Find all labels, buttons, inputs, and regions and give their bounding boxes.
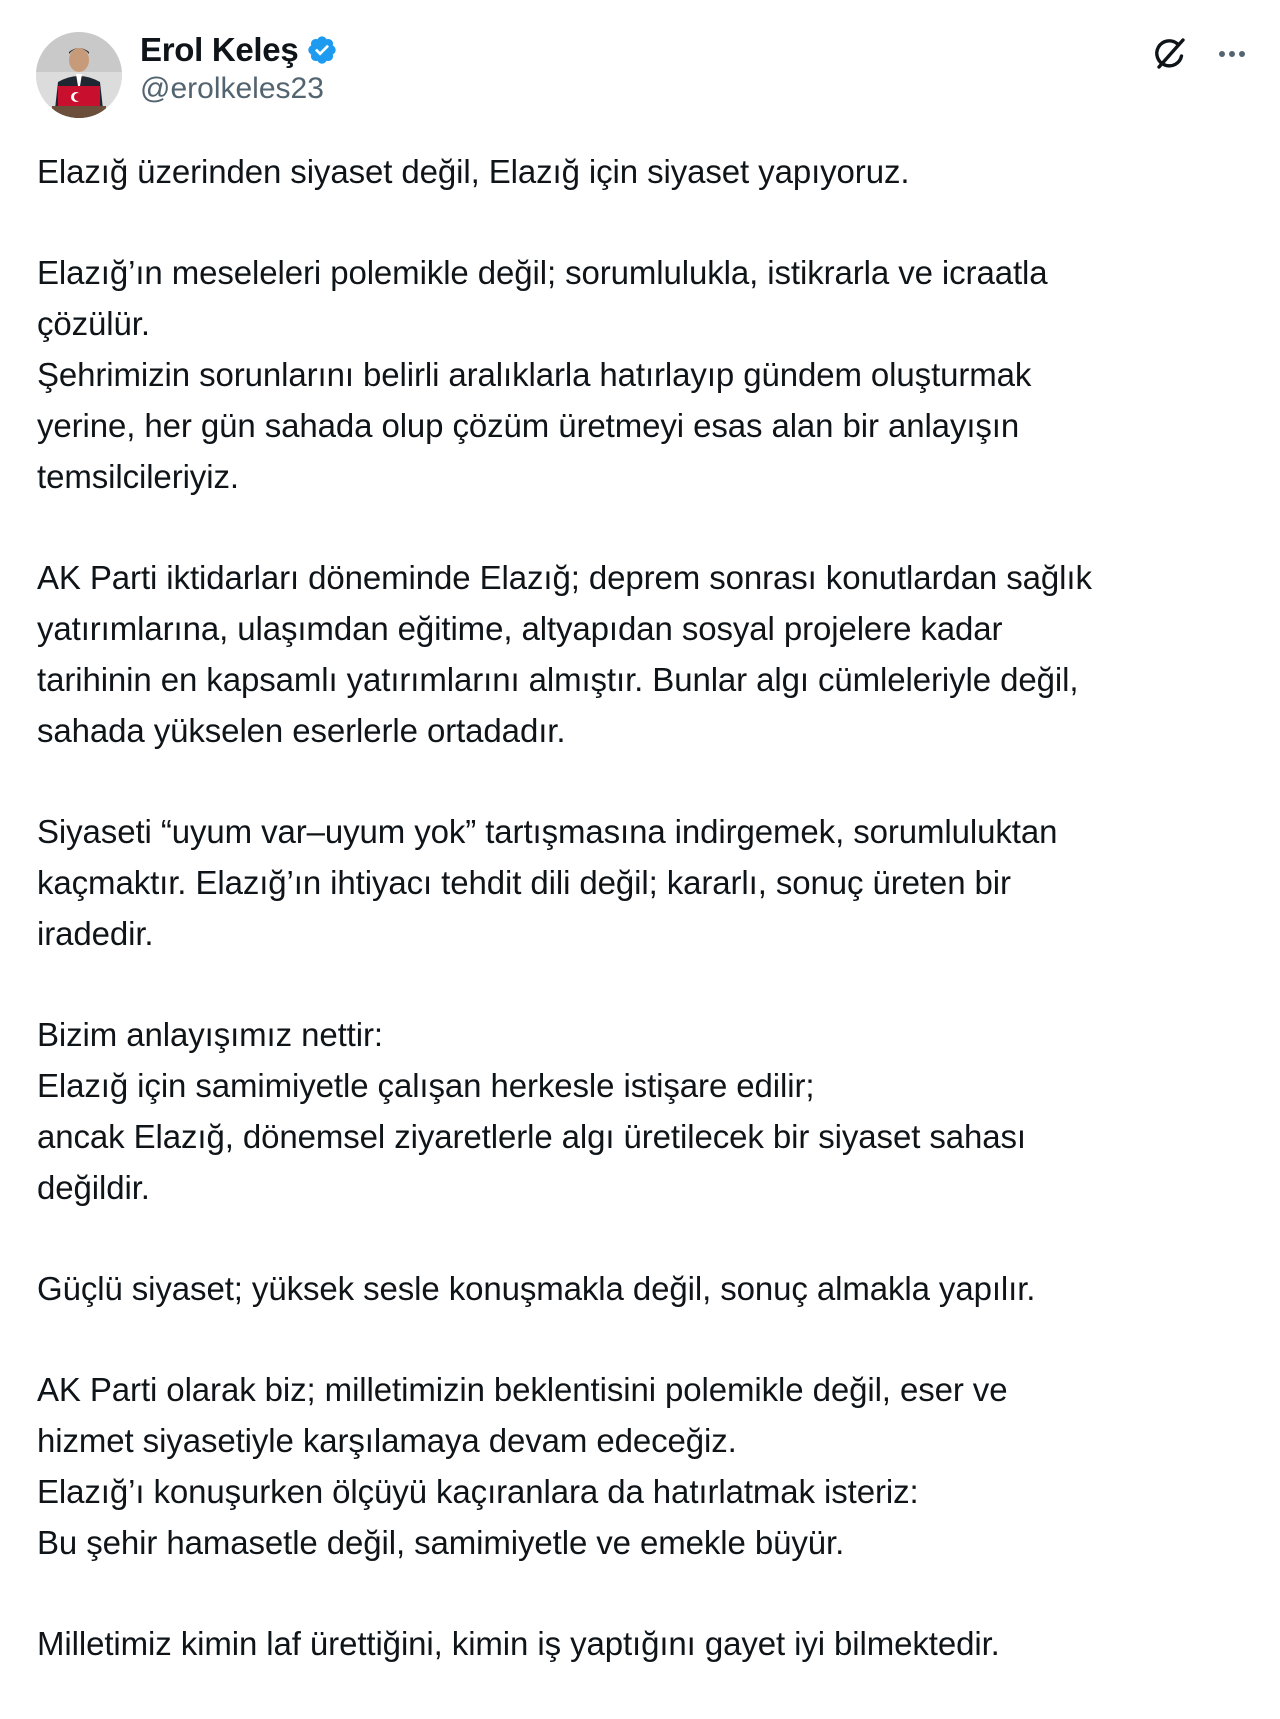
tweet-text-line: sahada yükselen eserlerle ortadadır. [37,712,566,749]
author-name-row [140,28,338,72]
verified-badge-icon [306,34,338,66]
author-display-name[interactable]: Erol Keleş [140,31,299,68]
grok-button[interactable] [1148,32,1192,76]
tweet-text-line: yatırımlarına, ulaşımdan eğitime, altyapıdan sosyal projelere kadar [37,610,1003,647]
more-options-button[interactable] [1210,32,1254,76]
avatar-photo [36,32,122,118]
tweet-text-line: Elazığ için samimiyetle çalışan herkesle istişare edilir; [37,1067,815,1104]
tweet-text-line: Şehrimizin sorunlarını belirli aralıklarla hatırlayıp gündem oluşturmak [37,356,1032,393]
tweet-paragraph [37,552,1252,756]
tweet-text-line: çözülür. [37,305,150,342]
grok-slash-circle-icon [1150,34,1190,74]
tweet-text-line: Elazığ üzerinden siyaset değil, Elazığ için siyaset yapıyoruz. [37,153,910,190]
tweet-text-line: AK Parti olarak biz; milletimizin beklentisini polemikle değil, eser ve [37,1371,1008,1408]
tweet-header [0,0,1280,130]
tweet-text-line: Elazığ’ın meseleleri polemikle değil; sorumlulukla, istikrarla ve icraatla [37,254,1048,291]
tweet-text [37,146,1252,1719]
tweet-text-line: Bizim anlayışımız nettir: [37,1016,383,1053]
tweet-text-line: Milletimiz kimin laf ürettiğini, kimin iş yaptığını gayet iyi bilmektedir. [37,1625,1000,1662]
tweet-paragraph [37,1263,1252,1314]
tweet-text-line: temsilcileriyiz. [37,458,239,495]
tweet-text-line: Elazığ’ı konuşurken ölçüyü kaçıranlara da hatırlatmak isteriz: [37,1473,919,1510]
tweet-text-line: Güçlü siyaset; yüksek sesle konuşmakla değil, sonuç almakla yapılır. [37,1270,1036,1307]
tweet-paragraph [37,806,1252,959]
tweet-paragraph [37,247,1252,502]
tweet-text-line: kaçmaktır. Elazığ’ın ihtiyacı tehdit dili değil; kararlı, sonuç üreten bir [37,864,1011,901]
tweet-paragraph [37,1618,1252,1669]
tweet-text-line: tarihinin en kapsamlı yatırımlarını almıştır. Bunlar algı cümleleriyle değil, [37,661,1079,698]
tweet-text-line: ancak Elazığ, dönemsel ziyaretlerle algı üretilecek bir siyaset sahası [37,1118,1026,1155]
tweet-text-line: AK Parti iktidarları döneminde Elazığ; deprem sonrası konutlardan sağlık [37,559,1092,596]
tweet-text-line: yerine, her gün sahada olup çözüm üretmeyi esas alan bir anlayışın [37,407,1020,444]
tweet-paragraph [37,1364,1252,1568]
tweet-paragraph [37,1009,1252,1213]
tweet-text-line: hizmet siyasetiyle karşılamaya devam edeceğiz. [37,1422,737,1459]
tweet-text-line: iradedir. [37,915,154,952]
more-horizontal-icon [1214,36,1250,72]
tweet-text-line: değildir. [37,1169,150,1206]
avatar[interactable] [36,32,122,118]
tweet-text-line: Bu şehir hamasetle değil, samimiyetle ve emekle büyür. [37,1524,845,1561]
author-handle[interactable]: @erolkeles23 [140,72,324,105]
tweet-text-line: Siyaseti “uyum var–uyum yok” tartışmasına indirgemek, sorumluluktan [37,813,1058,850]
tweet-paragraph [37,146,1252,197]
